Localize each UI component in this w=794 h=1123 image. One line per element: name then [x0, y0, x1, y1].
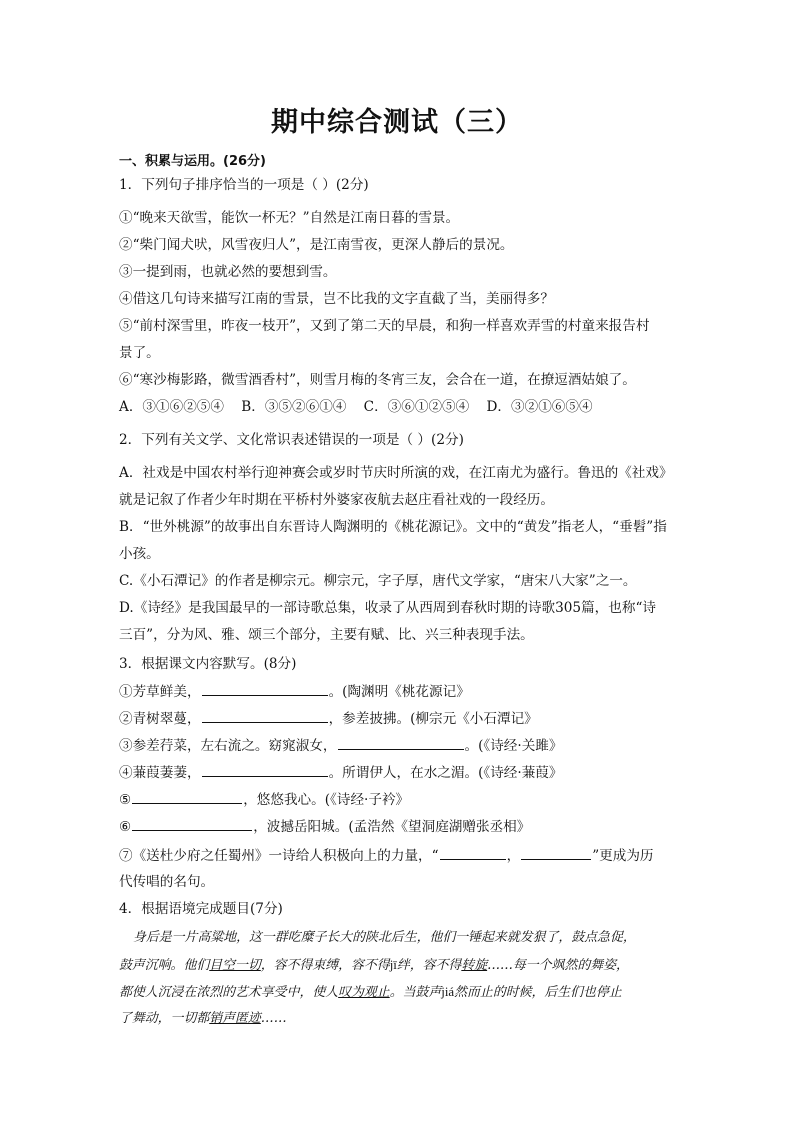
answer-blank[interactable] [202, 709, 328, 723]
passage-text: 。当鼓声 [389, 985, 442, 1000]
q2-option-line: C.《小石潭记》的作者是柳宗元。柳宗元，字子厚，唐代文学家，“唐宋八大家”之一。 [119, 573, 637, 589]
q3-item-post: ，悠悠我心。(《诗经·子衿》 [243, 792, 410, 808]
q1-sentence: ②“柴门闻犬吠，风雪夜归人”，是江南雪夜，更深人静后的景况。 [119, 237, 514, 253]
q2-option-line: 小孩。 [119, 546, 160, 562]
q3-item-pre: ⑥ [119, 819, 132, 835]
q3-item-pre: ⑦《送杜少府之任蜀州》一诗给人积极向上的力量，“ [119, 848, 439, 864]
answer-blank[interactable] [338, 736, 464, 750]
q3-item-post: ”更成为历 [592, 848, 654, 864]
pinyin: jiá [441, 985, 455, 999]
passage-text: ，容不得束缚，容不得 [260, 958, 390, 973]
pinyin: jī [389, 958, 397, 972]
passage-text: 鼓声沉响。他们 [119, 958, 210, 973]
q1-sentence: ①“晚来天欲雪，能饮一杯无？”自然是江南日暮的雪景。 [119, 210, 460, 226]
q3-item-post: ，参差披拂。(柳宗元《小石潭记》 [328, 711, 538, 727]
q3-item [119, 846, 679, 865]
passage-text: 都使人沉浸在浓烈的艺术享受中，使人 [119, 985, 339, 1000]
passage-line [119, 956, 691, 975]
passage-text: 绊，容不得 [396, 958, 462, 973]
q1-options: A．③①⑥②⑤④ B．③⑤②⑥①④ C．③⑥①②⑤④ D．③②①⑥⑤④ [119, 399, 593, 415]
q3-item-post: 。(《诗经·关雎》 [464, 738, 563, 754]
page-title: 期中综合测试（三） [271, 107, 523, 138]
q1-sentence: 景了。 [119, 345, 160, 361]
passage-line: 身后是一片高粱地，这一群吃糜子长大的陕北后生，他们一锤起来就发狠了，鼓点急促， [133, 930, 636, 945]
passage-text: ……每一个飒然的舞姿， [487, 958, 629, 973]
q3-item-mid: ， [506, 848, 521, 864]
answer-blank[interactable] [132, 790, 242, 804]
q2-option-line: 就是记叙了作者少年时期在平桥村外婆家夜航去赵庄看社戏的一段经历。 [119, 492, 554, 508]
q2-option-line: A．社戏是中国农村举行迎神赛会或岁时节庆时所演的戏，在江南尤为盛行。鲁迅的《社戏》 [119, 465, 673, 481]
underlined-word: 转旋 [461, 958, 488, 973]
q3-item-continued: 代传唱的名句。 [119, 874, 215, 890]
question-4-stem: 4．根据语境完成题目(7分) [119, 901, 283, 917]
q3-item-pre: ④蒹葭萋萋， [119, 765, 201, 781]
q1-sentence: ⑥“寒沙梅影路，微雪酒香村”，则雪月梅的冬宵三友，会合在一道，在撩逗酒姑娘了。 [119, 372, 636, 388]
q3-item-pre: ⑤ [119, 792, 132, 808]
passage-text: 了舞动，一切都 [119, 1011, 210, 1026]
question-3-stem: 3．根据课文内容默写。(8分) [119, 656, 297, 672]
q1-sentence: ③一提到雨，也就必然的要想到雪。 [119, 264, 337, 280]
underlined-word: 目空一切 [209, 958, 261, 973]
answer-blank[interactable] [521, 846, 591, 860]
question-1-stem: 1．下列句子排序恰当的一项是（ ）(2分) [119, 177, 369, 193]
q3-item [119, 736, 679, 755]
q2-option-line: B．“世外桃源”的故事出自东晋诗人陶渊明的《桃花源记》。文中的“黄发”指老人，“垂髫”指 [119, 519, 667, 535]
q3-item-post: ，波撼岳阳城。(孟浩然《望洞庭湖赠张丞相》 [253, 819, 531, 835]
answer-blank[interactable] [202, 682, 328, 696]
question-2-stem: 2．下列有关文学、文化常识表述错误的一项是（ ）(2分) [119, 432, 464, 448]
q3-item [119, 682, 679, 701]
underlined-word: 叹为观止 [338, 985, 390, 1000]
answer-blank[interactable] [440, 846, 506, 860]
answer-blank[interactable] [132, 817, 252, 831]
q1-sentence: ④借这几句诗来描写江南的雪景，岂不比我的文字直截了当，美丽得多？ [119, 291, 554, 307]
q3-item-pre: ③参差荇菜，左右流之。窈窕淑女， [119, 738, 337, 754]
q3-item-pre: ②青树翠蔓， [119, 711, 201, 727]
underlined-word: 销声匿迹 [209, 1011, 261, 1026]
q3-item [119, 709, 679, 728]
q2-option-line: D.《诗经》是我国最早的一部诗歌总集，收录了从西周到春秋时期的诗歌305篇，也称“诗 [119, 600, 657, 616]
passage-line [119, 983, 691, 1002]
passage-text: …… [260, 1011, 287, 1026]
answer-blank[interactable] [202, 763, 328, 777]
q3-item [119, 790, 679, 809]
q3-item-post: 。(陶渊明《桃花源记》 [328, 684, 470, 700]
q3-item-post: 。所谓伊人，在水之湄。(《诗经·蒹葭》 [328, 765, 563, 781]
q3-item [119, 763, 679, 782]
passage-text: 然而止的时候，后生们也停止 [454, 985, 622, 1000]
q2-option-line: 三百”，分为风、雅、颂三个部分，主要有赋、比、兴三种表现手法。 [119, 627, 534, 643]
section-heading: 一、积累与运用。(26分) [119, 154, 266, 169]
q3-item [119, 817, 679, 836]
q1-sentence: ⑤“前村深雪里，昨夜一枝开”，又到了第二天的早晨，和狗一样喜欢弄雪的村童来报告村 [119, 318, 650, 334]
q3-item-pre: ①芳草鲜美， [119, 684, 201, 700]
passage-line [119, 1010, 691, 1028]
